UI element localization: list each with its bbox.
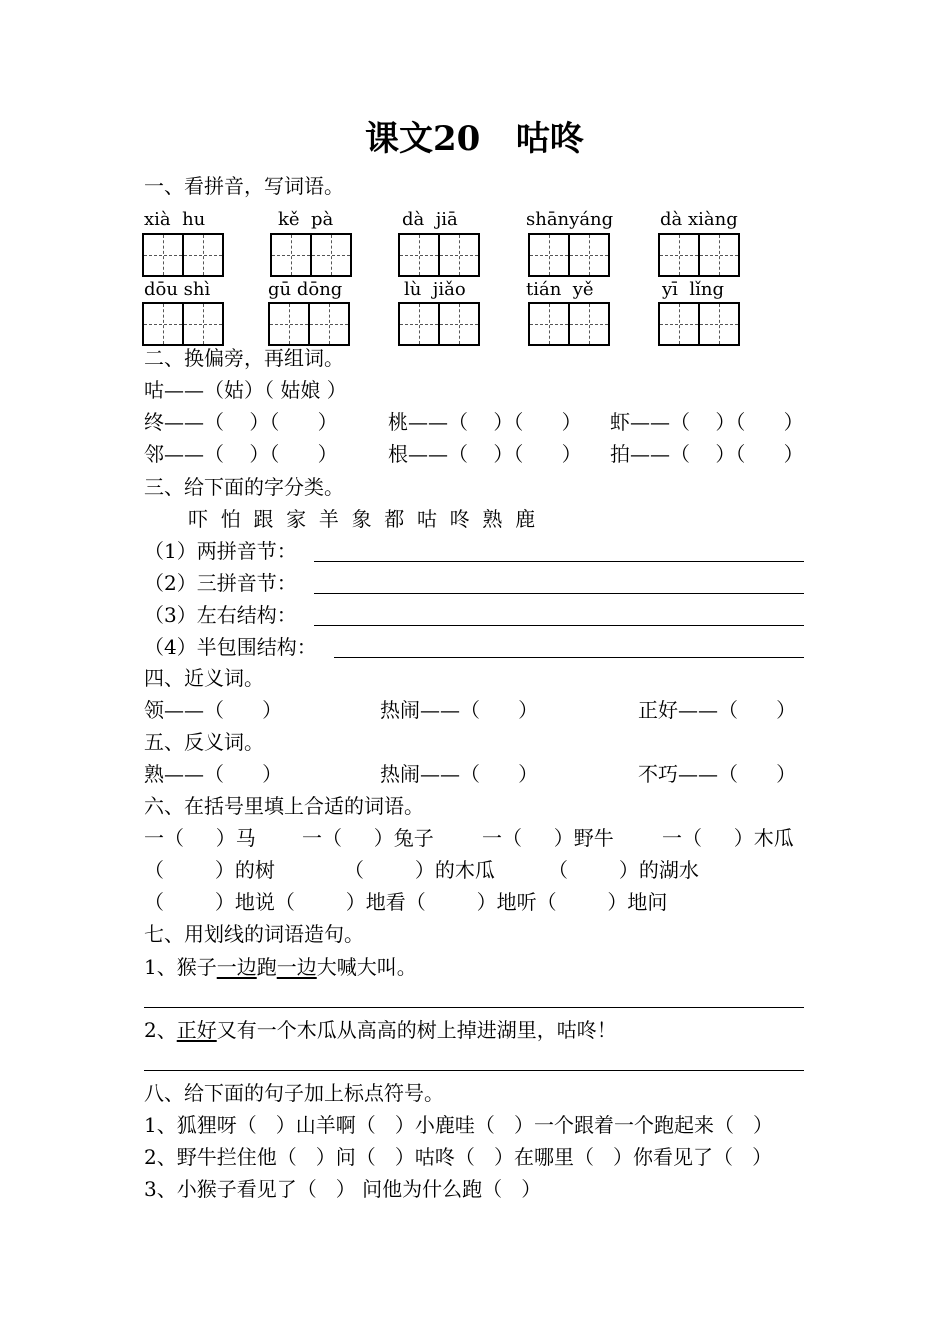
pinyin-label: lù jiǎo xyxy=(404,279,466,300)
synonym-item[interactable]: 热闹——（ ） xyxy=(380,698,539,722)
fill-item[interactable]: （ ）的木瓜 xyxy=(344,858,495,882)
fill-item[interactable]: （ ）的树 xyxy=(144,858,275,882)
antonym-item[interactable]: 不巧——（ ） xyxy=(638,762,797,786)
pinyin-label: dōu shì xyxy=(144,279,211,300)
antonym-item[interactable]: 热闹——（ ） xyxy=(380,762,539,786)
writing-grid[interactable] xyxy=(142,302,222,346)
pinyin-label: kě pà xyxy=(278,209,334,230)
pinyin-label: tián yě xyxy=(526,279,594,300)
radical-item[interactable]: 拍——（ ）（ ） xyxy=(610,442,804,466)
section-5-heading: 五、反义词。 xyxy=(144,730,264,754)
writing-grid[interactable] xyxy=(398,302,478,346)
character-list: 吓 怕 跟 家 羊 象 都 咕 咚 熟 鹿 xyxy=(188,507,536,531)
section-8-heading: 八、给下面的句子加上标点符号。 xyxy=(144,1081,444,1105)
example-line: 咕——（姑）（ 姑娘 ） xyxy=(144,378,347,402)
pinyin-label: shānyáng xyxy=(526,209,614,230)
fill-item[interactable]: （ ）地说（ ）地看（ ）地听（ ）地问 xyxy=(144,890,668,914)
answer-line[interactable] xyxy=(314,625,804,626)
synonym-item[interactable]: 正好——（ ） xyxy=(638,698,797,722)
writing-grid[interactable] xyxy=(528,302,608,346)
answer-line[interactable] xyxy=(144,1007,804,1008)
section-2-heading: 二、换偏旁，再组词。 xyxy=(144,346,344,370)
antonym-item[interactable]: 熟——（ ） xyxy=(144,762,283,786)
category-label: （4）半包围结构： xyxy=(144,635,317,659)
fill-item[interactable]: 一（ ）野牛 xyxy=(482,826,614,850)
section-6-heading: 六、在括号里填上合适的词语。 xyxy=(144,794,424,818)
section-7-heading: 七、用划线的词语造句。 xyxy=(144,922,364,946)
writing-grid[interactable] xyxy=(658,233,738,277)
synonym-item[interactable]: 领——（ ） xyxy=(144,698,283,722)
page-title: 课文20 咕咚 xyxy=(365,119,584,159)
pinyin-label: xià hu xyxy=(144,209,206,230)
pinyin-label: gū dōng xyxy=(268,279,343,300)
section-1-heading: 一、看拼音，写词语。 xyxy=(144,174,344,198)
writing-grid[interactable] xyxy=(658,302,738,346)
writing-grid[interactable] xyxy=(268,302,348,346)
writing-grid[interactable] xyxy=(270,233,350,277)
answer-line[interactable] xyxy=(144,1070,804,1071)
answer-line[interactable] xyxy=(314,561,804,562)
writing-grid[interactable] xyxy=(528,233,608,277)
fill-item[interactable]: 一（ ）木瓜 xyxy=(662,826,794,850)
section-3-heading: 三、给下面的字分类。 xyxy=(144,475,344,499)
punctuation-item[interactable]: 3、小猴子看见了（ ） 问他为什么跑（ ） xyxy=(144,1177,542,1201)
answer-line[interactable] xyxy=(314,593,804,594)
radical-item[interactable]: 虾——（ ）（ ） xyxy=(610,410,804,434)
punctuation-item[interactable]: 2、野牛拦住他（ ）问（ ）咕咚（ ）在哪里（ ）你看见了（ ） xyxy=(144,1145,773,1169)
radical-item[interactable]: 终——（ ）（ ） xyxy=(144,410,338,434)
section-4-heading: 四、近义词。 xyxy=(144,666,264,690)
category-label: （3）左右结构： xyxy=(144,603,297,627)
pinyin-label: dà xiàng xyxy=(660,209,738,230)
fill-item[interactable]: （ ）的湖水 xyxy=(548,858,699,882)
answer-line[interactable] xyxy=(334,657,804,658)
fill-item[interactable]: 一（ ）兔子 xyxy=(302,826,434,850)
fill-item[interactable]: 一（ ）马 xyxy=(144,826,256,850)
radical-item[interactable]: 邻——（ ）（ ） xyxy=(144,442,338,466)
sentence-prompt: 2、正好又有一个木瓜从高高的树上掉进湖里，咕咚！ xyxy=(144,1018,617,1042)
sentence-prompt: 1、猴子一边跑一边大喊大叫。 xyxy=(144,955,417,979)
pinyin-label: dà jiā xyxy=(402,209,458,230)
pinyin-label: yī lǐng xyxy=(662,279,724,300)
radical-item[interactable]: 桃——（ ）（ ） xyxy=(388,410,582,434)
radical-item[interactable]: 根——（ ）（ ） xyxy=(388,442,582,466)
writing-grid[interactable] xyxy=(398,233,478,277)
writing-grid[interactable] xyxy=(142,233,222,277)
punctuation-item[interactable]: 1、狐狸呀（ ）山羊啊（ ）小鹿哇（ ）一个跟着一个跑起来（ ） xyxy=(144,1113,774,1137)
category-label: （1）两拼音节： xyxy=(144,539,297,563)
category-label: （2）三拼音节： xyxy=(144,571,297,595)
